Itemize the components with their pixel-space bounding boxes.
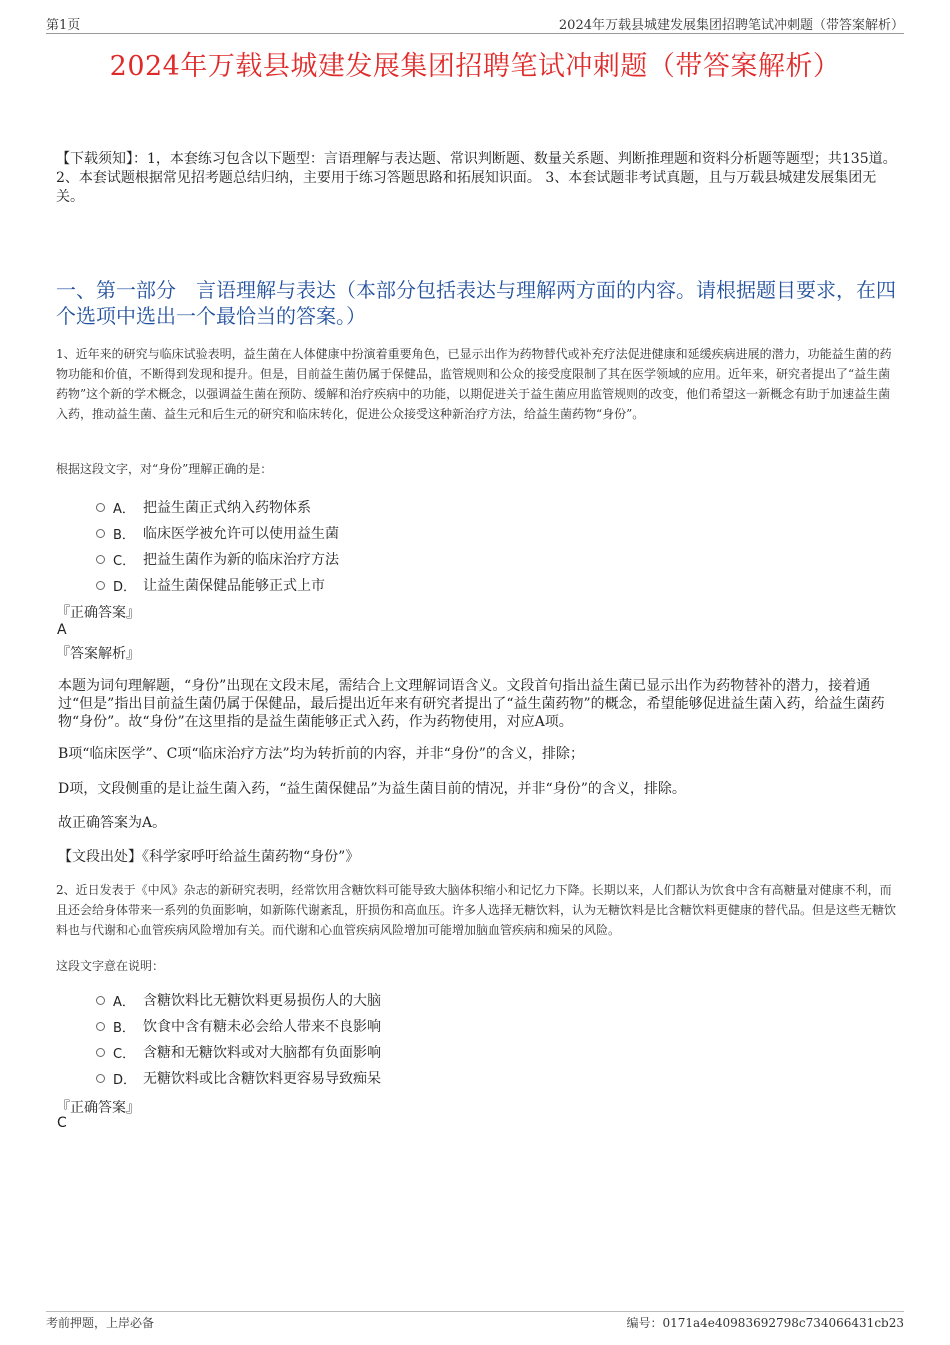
- answer-label: 『正确答案』: [56, 1100, 140, 1116]
- option-text: 把益生菌正式纳入药物体系: [143, 500, 311, 516]
- option-c[interactable]: C． 把益生菌作为新的临床治疗方法: [96, 546, 339, 572]
- correct-answer: C: [57, 1115, 67, 1131]
- analysis-paragraph: D项，文段侧重的是让益生菌入药，“益生菌保健品”为益生菌目前的情况，并非“身份”的含义，排除。: [58, 781, 686, 797]
- question-1-options: [96, 494, 339, 598]
- footer-slogan: 考前押题，上岸必备: [46, 1316, 155, 1330]
- radio-icon[interactable]: [96, 581, 105, 590]
- option-text: 含糖饮料比无糖饮料更易损伤人的大脑: [143, 993, 381, 1009]
- radio-icon[interactable]: [96, 1074, 105, 1083]
- question-1-prompt: 根据这段文字，对“身份”理解正确的是：: [56, 462, 273, 476]
- document-title: 2024年万载县城建发展集团招聘笔试冲刺题（带答案解析）: [109, 51, 841, 82]
- footer-divider: [46, 1311, 904, 1312]
- option-d[interactable]: D． 让益生菌保健品能够正式上市: [96, 572, 339, 598]
- radio-icon[interactable]: [96, 1022, 105, 1031]
- question-2-prompt: 这段文字意在说明：: [56, 959, 165, 973]
- header-divider: [46, 33, 904, 34]
- running-header-title: 2024年万载县城建发展集团招聘笔试冲刺题（带答案解析）: [558, 18, 904, 33]
- option-text: 让益生菌保健品能够正式上市: [143, 578, 325, 594]
- option-a[interactable]: A． 把益生菌正式纳入药物体系: [96, 494, 339, 520]
- option-c[interactable]: C． 含糖和无糖饮料或对大脑都有负面影响: [96, 1039, 381, 1065]
- option-text: 含糖和无糖饮料或对大脑都有负面影响: [143, 1045, 381, 1061]
- radio-icon[interactable]: [96, 503, 105, 512]
- radio-icon[interactable]: [96, 529, 105, 538]
- analysis-paragraph: B项“临床医学”、C项“临床治疗方法”均为转折前的内容，并非“身份”的含义，排除；: [58, 746, 584, 762]
- question-2-options: [96, 987, 381, 1091]
- analysis-paragraph: 本题为词句理解题，“身份”出现在文段末尾，需结合上文理解词语含义。文段首句指出益生菌已显示出作为药物替补的潜力，接着通过“但是”指出目前益生菌仍属于保健品，最后提出近年来有研究者提出了“益生菌药物”的概念，希望能够促进益生菌入药，给益生菌药物“身份”。故“身份”在这里指的是益生菌能够正式入药，作为药物使用，对应A项。: [58, 678, 885, 730]
- radio-icon[interactable]: [96, 555, 105, 564]
- analysis-label: 『答案解析』: [56, 646, 140, 662]
- page-number: 第1页: [46, 18, 81, 33]
- section-heading: 一、第一部分 言语理解与表达（本部分包括表达与理解两方面的内容。请根据题目要求，在四个选项中选出一个最恰当的答案。）: [56, 278, 896, 328]
- option-text: 无糖饮料或比含糖饮料更容易导致痴呆: [143, 1071, 381, 1087]
- question-2-text: 2、近日发表于《中风》杂志的新研究表明，经常饮用含糖饮料可能导致大脑体积缩小和记忆力下降。长期以来，人们都认为饮食中含有高糖量对健康不利，而且还会给身体带来一系列的负面影响，如新陈代谢紊乱，肝损伤和高血压。许多人选择无糖饮料，认为无糖饮料是比含糖饮料更健康的替代品。但是这些无糖饮料也与代谢和心血管疾病风险增加有关。而代谢和心血管疾病风险增加可能增加脑血管疾病和痴呆的风险。: [56, 883, 897, 937]
- option-d[interactable]: D． 无糖饮料或比含糖饮料更容易导致痴呆: [96, 1065, 381, 1091]
- radio-icon[interactable]: [96, 996, 105, 1005]
- source-citation: 【文段出处】《科学家呼吁给益生菌药物“身份”》: [58, 849, 360, 865]
- answer-label: 『正确答案』: [56, 605, 140, 621]
- document-id: 编号：0171a4e40983692798c734066431cb23: [626, 1316, 904, 1330]
- correct-answer: A: [57, 622, 67, 638]
- option-a[interactable]: A． 含糖饮料比无糖饮料更易损伤人的大脑: [96, 987, 381, 1013]
- option-b[interactable]: B． 饮食中含有糖未必会给人带来不良影响: [96, 1013, 381, 1039]
- option-text: 临床医学被允许可以使用益生菌: [143, 526, 339, 542]
- radio-icon[interactable]: [96, 1048, 105, 1057]
- option-text: 把益生菌作为新的临床治疗方法: [143, 552, 339, 568]
- option-b[interactable]: B． 临床医学被允许可以使用益生菌: [96, 520, 339, 546]
- question-1-text: 1、近年来的研究与临床试验表明，益生菌在人体健康中扮演着重要角色，已显示出作为药物替代或补充疗法促进健康和延缓疾病进展的潜力，功能益生菌的药物功能和价值，不断得到发现和提升。但是，目前益生菌仍属于保健品，监管规则和公众的接受度限制了其在医学领域的应用。近年来，研究者提出了“益生菌药物”这个新的学术概念，以强调益生菌在预防、缓解和治疗疾病中的功能，以期促进关于益生菌应用监管规则的改变，他们希望这一新概念有助于加速益生菌入药，推动益生菌、益生元和后生元的研究和临床转化，促进公众接受这种新治疗方法，给益生菌药物“身份”。: [56, 347, 892, 421]
- option-text: 饮食中含有糖未必会给人带来不良影响: [143, 1019, 381, 1035]
- download-notice: 【下载须知】：1，本套练习包含以下题型：言语理解与表达题、常识判断题、数量关系题、判断推理题和资料分析题等题型；共135道。 2、本套试题根据常见招考题总结归纳，主要用于练习答题思路和拓展知识面。 3、本套试题非考试真题，且与万载县城建发展集团无关。: [56, 151, 897, 205]
- analysis-paragraph: 故正确答案为A。: [58, 815, 167, 831]
